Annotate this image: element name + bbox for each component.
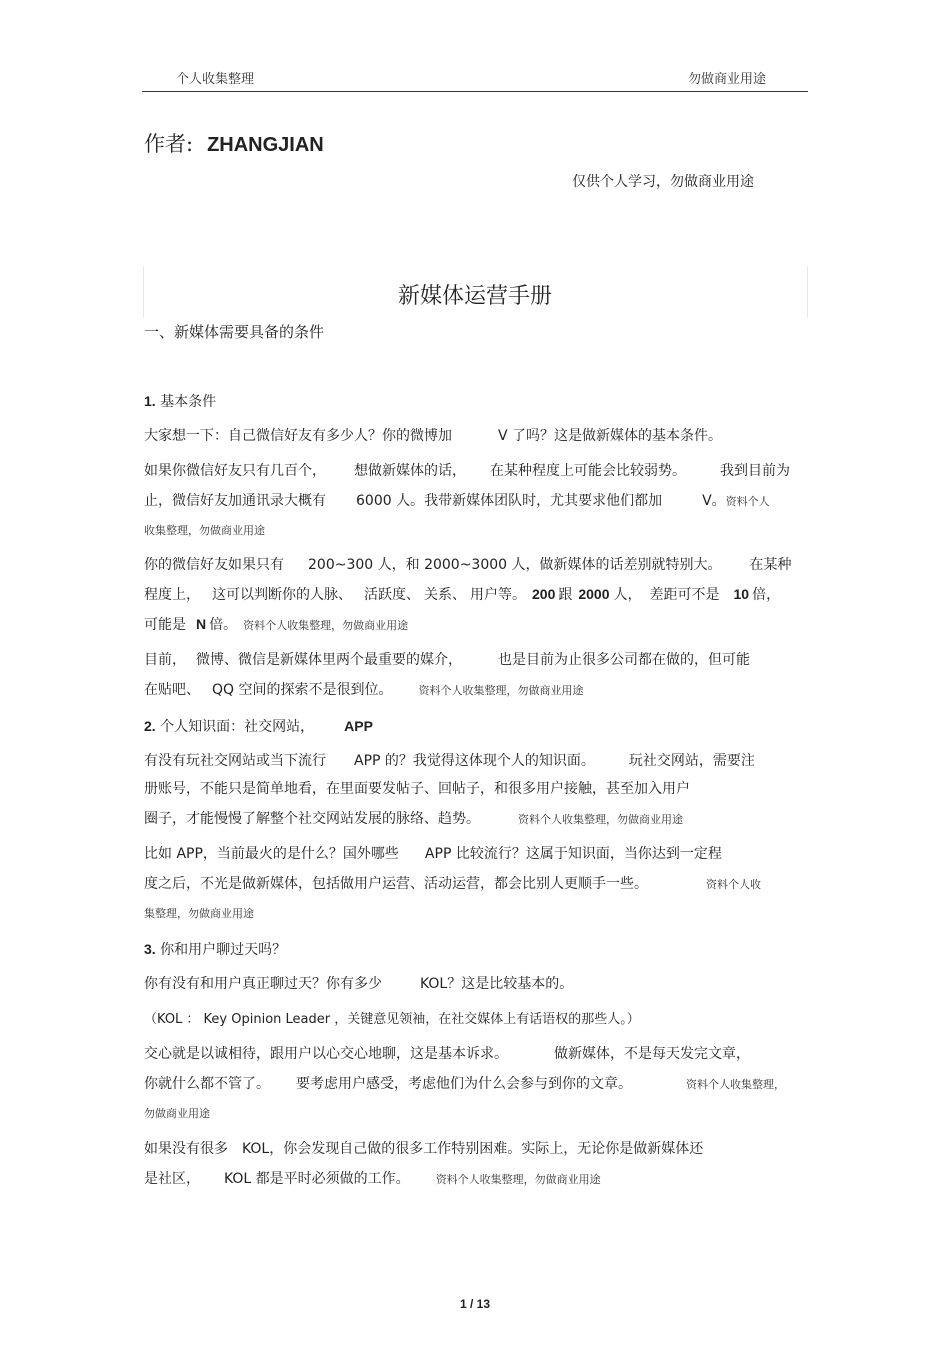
paragraph-6-line-1: 比如 APP，当前最火的是什么？国外哪些 APP 比较流行？这属于知识面，当你达到一定程: [144, 846, 722, 862]
header-rule: [142, 91, 808, 92]
paragraph-6-line-2: 度之后，不光是做新媒体，包括做用户运营、活动运营，都会比别人更顺手一些。 资料个人收: [144, 876, 761, 892]
paragraph-4-line-2: 在贴吧、 QQ 空间的探索不是很到位。 资料个人收集整理，勿做商业用途: [144, 682, 584, 698]
paragraph-3-line-2: 程度上， 这可以判断你的人脉、 活跃度、 关系、 用户等。 200 跟 2000 人， 差距可不是 10 倍，: [144, 586, 781, 603]
paragraph-6-note: 集整理，勿做商业用途: [144, 907, 254, 920]
section-heading: 一、新媒体需要具备的条件: [144, 323, 325, 341]
author-name: ZHANGJIAN: [207, 134, 324, 156]
paragraph-3-line-1: 你的微信好友如果只有 200~300 人，和 2000~3000 人，做新媒体的话差别就特别大。 在某种: [144, 557, 792, 573]
paragraph-2-line-2: 止，微信好友加通讯录大概有 6000 人。我带新媒体团队时，尤其要求他们都加 V。资料个人: [144, 493, 770, 509]
subheading-1: 1. 基本条件: [144, 393, 217, 410]
paragraph-3-line-3: 可能是 N 倍。 资料个人收集整理，勿做商业用途: [144, 616, 409, 633]
paragraph-5-line-2: 册账号，不能只是简单地看，在里面要发帖子、回帖子，和很多用户接触，甚至加入用户: [144, 781, 690, 797]
author-line: [144, 128, 324, 158]
page-number: 1 / 13: [459, 1297, 491, 1311]
header-left: 个人收集整理: [176, 72, 255, 87]
paragraph-5-line-3: 圈子，才能慢慢了解整个社交网站发展的脉络、趋势。 资料个人收集整理，勿做商业用途: [144, 811, 683, 827]
usage-notice: 仅供个人学习，勿做商业用途: [572, 174, 754, 190]
paragraph-9-note: 勿做商业用途: [144, 1107, 210, 1120]
paragraph-9-line-1: 交心就是以诚相待，跟用户以心交心地聊，这是基本诉求。 做新媒体，不是每天发完文章，: [144, 1046, 750, 1062]
paragraph-2-line-1: 如果你微信好友只有几百个， 想做新媒体的话， 在某种程度上可能会比较弱势。 我到目前为: [144, 463, 790, 479]
paragraph-5-line-1: 有没有玩社交网站或当下流行 APP 的？我觉得这体现个人的知识面。 玩社交网站，需要注: [144, 753, 755, 769]
paragraph-10-line-1: 如果没有很多 KOL，你会发现自己做的很多工作特别困难。实际上，无论你是做新媒体还: [144, 1141, 704, 1157]
paragraph-2-note: 收集整理，勿做商业用途: [144, 524, 265, 537]
paragraph-7: 你有没有和用户真正聊过天？你有多少 KOL？这是比较基本的。: [144, 976, 574, 992]
subheading-3: 3. 你和用户聊过天吗？: [144, 941, 287, 958]
paragraph-10-line-2: 是社区， KOL 都是平时必须做的工作。 资料个人收集整理，勿做商业用途: [144, 1171, 601, 1187]
author-label: 作者:: [144, 132, 194, 156]
paragraph-1: 大家想一下：自己微信好友有多少人？你的微博加 V 了吗？这是做新媒体的基本条件。: [144, 428, 723, 444]
paragraph-4-line-1: 目前， 微博、微信是新媒体里两个最重要的媒介， 也是目前为止很多公司都在做的，但可能: [144, 652, 750, 668]
header-right: 勿做商业用途: [688, 72, 767, 87]
paragraph-8: （KOL ： Key Opinion Leader ，关键意见领袖，在社交媒体上有话语权的那些人。）: [144, 1012, 640, 1027]
document-title: 新媒体运营手册: [397, 284, 552, 309]
paragraph-9-line-2: 你就什么都不管了。 要考虑用户感受，考虑他们为什么会参与到你的文章。 资料个人收集整理，: [144, 1076, 785, 1092]
subheading-2: 2. 个人知识面：社交网站， APP: [144, 718, 373, 735]
